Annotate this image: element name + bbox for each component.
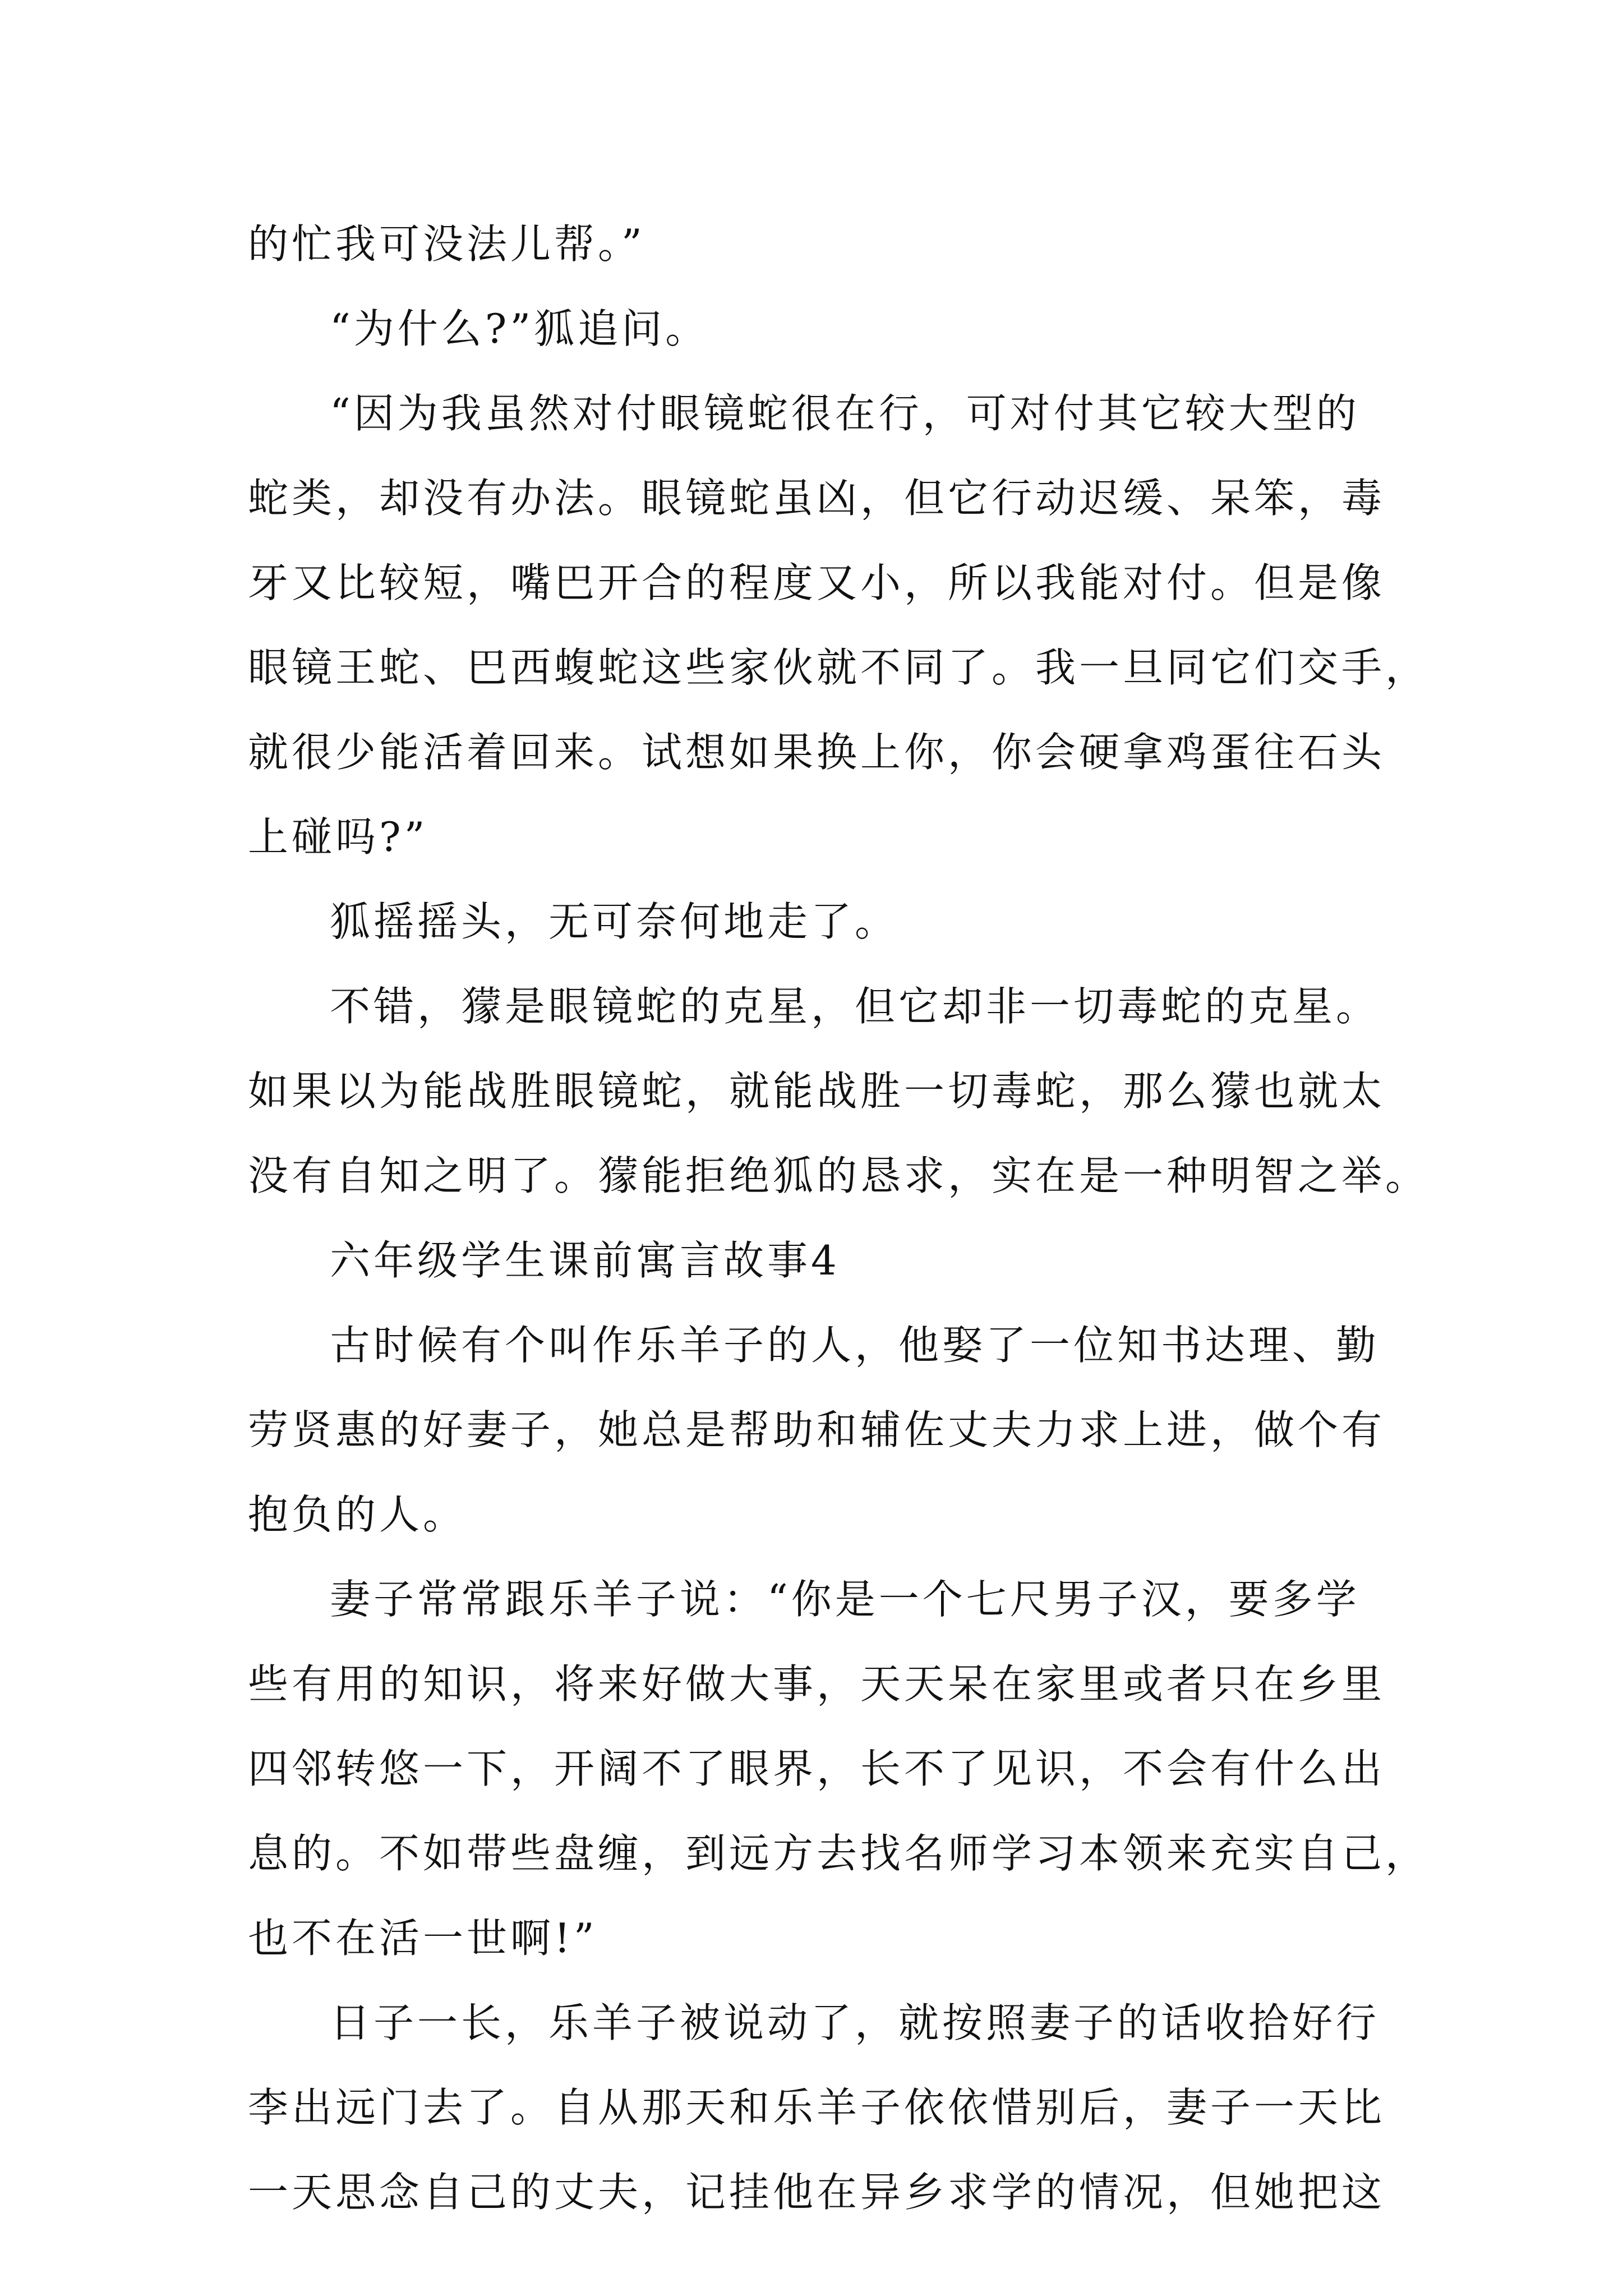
text-line-12: 没有自知之明了。獴能拒绝狐的恳求，实在是一种明智之举。 [248,1152,1430,1199]
text-line-1: 的忙我可没法儿帮。” [248,220,645,268]
text-line-8: 上碰吗?” [248,813,428,861]
text-line-15: 劳贤惠的好妻子，她总是帮助和辅佐丈夫力求上进，做个有 [248,1406,1386,1453]
text-line-20: 息的。不如带些盘缠，到远方去找名师学习本领来充实自己， [248,1830,1430,1877]
body-text [248,202,1430,2235]
section-heading: 六年级学生课前寓言故事4 [330,1237,840,1284]
text-line-24: 一天思念自己的丈夫，记挂他在异乡求学的情况，但她把这 [248,2169,1386,2216]
text-line-18: 些有用的知识，将来好做大事，天天呆在家里或者只在乡里 [248,1660,1386,1708]
text-line-17: 妻子常常跟乐羊子说：“你是一个七尺男子汉，要多学 [330,1576,1360,1623]
text-line-21: 也不在活一世啊!” [248,1915,598,1962]
text-line-4: 蛇类，却没有办法。眼镜蛇虽凶，但它行动迟缓、呆笨，毒 [248,475,1386,522]
text-line-19: 四邻转悠一下，开阔不了眼界，长不了见识，不会有什么出 [248,1745,1386,1792]
text-line-22: 日子一长，乐羊子被说动了，就按照妻子的话收拾好行 [330,1999,1380,2046]
text-line-23: 李出远门去了。自从那天和乐羊子依依惜别后，妻子一天比 [248,2084,1386,2131]
text-line-3: “因为我虽然对付眼镜蛇很在行，可对付其它较大型的 [330,390,1360,437]
text-line-9: 狐摇摇头，无可奈何地走了。 [330,898,899,945]
text-line-16: 抱负的人。 [248,1491,467,1538]
text-line-7: 就很少能活着回来。试想如果换上你，你会硬拿鸡蛋往石头 [248,729,1386,776]
text-line-11: 如果以为能战胜眼镜蛇，就能战胜一切毒蛇，那么獴也就太 [248,1068,1386,1115]
text-line-6: 眼镜王蛇、巴西蝮蛇这些家伙就不同了。我一旦同它们交手， [248,644,1430,691]
text-line-2: “为什么?”狐追问。 [330,305,709,352]
text-line-5: 牙又比较短，嘴巴开合的程度又小，所以我能对付。但是像 [248,559,1386,606]
text-line-14: 古时候有个叫作乐羊子的人，他娶了一位知书达理、勤 [330,1322,1380,1369]
text-line-10: 不错，獴是眼镜蛇的克星，但它却非一切毒蛇的克星。 [330,983,1380,1030]
